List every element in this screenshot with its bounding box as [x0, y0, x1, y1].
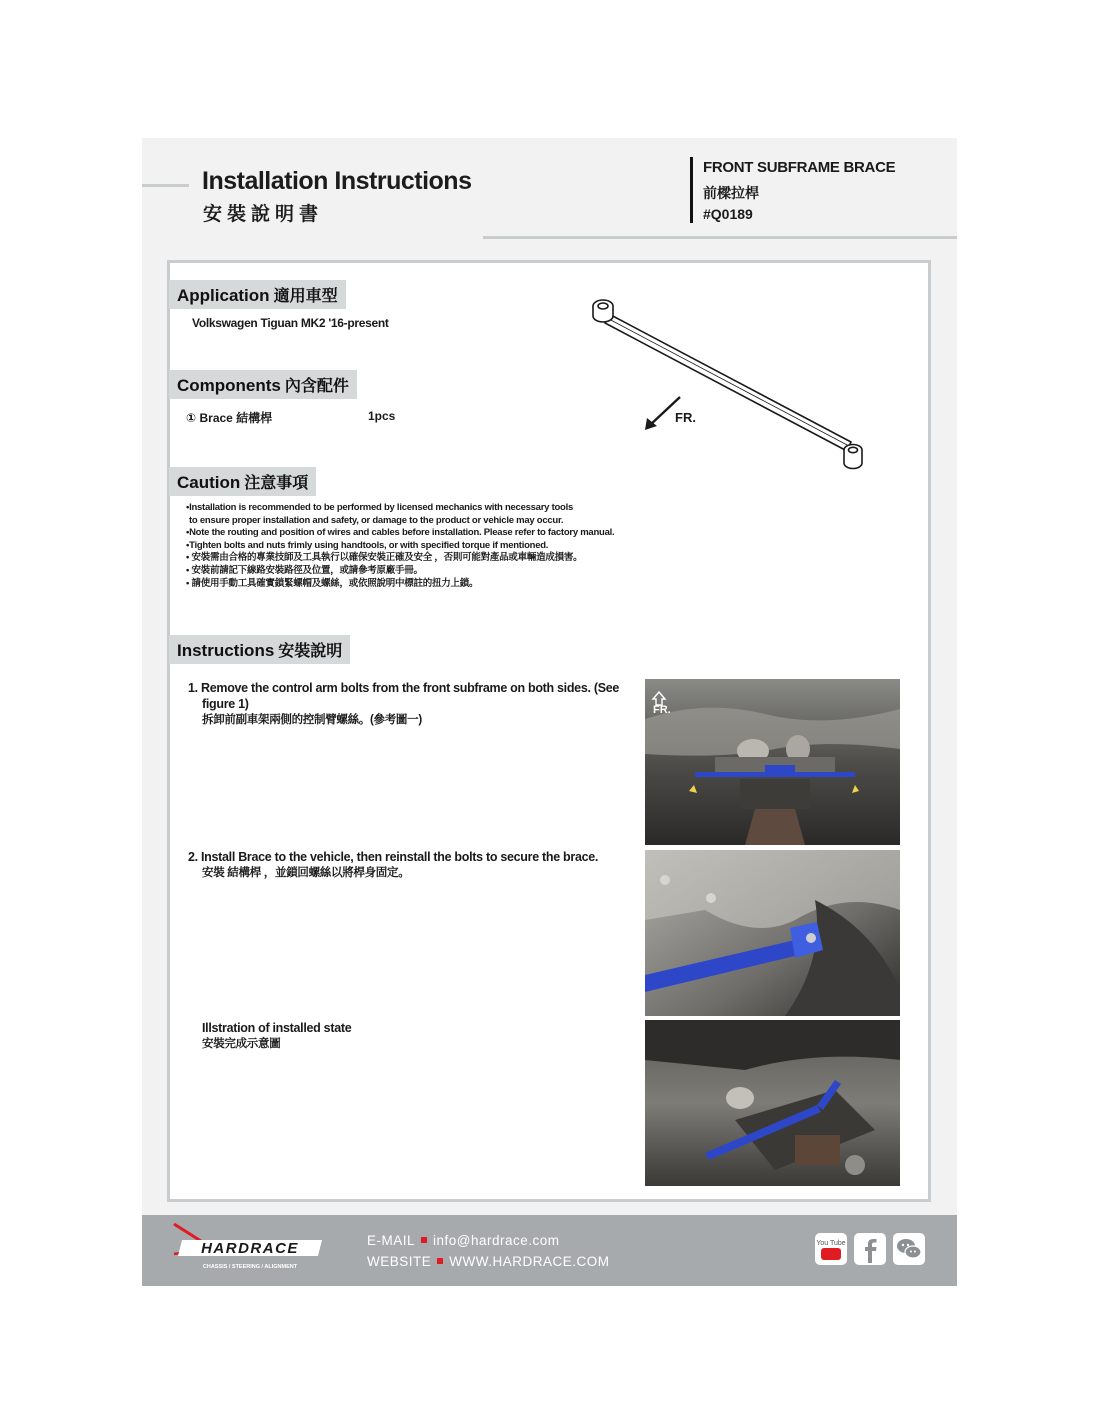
components-heading-zh: 內含配件: [284, 376, 349, 395]
installed-state-text: Illstration of installed state: [202, 1021, 352, 1035]
page-title-zh: 安裝說明書: [203, 203, 324, 225]
application-heading-en: Application: [177, 286, 270, 305]
logo-tagline: CHASSIS / STEERING / ALIGNMENT: [202, 1264, 298, 1270]
caution-list: [186, 502, 614, 590]
red-square-icon: [421, 1237, 427, 1243]
product-name-zh: 前樑拉桿: [703, 185, 759, 201]
youtube-label: You Tube: [816, 1240, 846, 1247]
email-label: E-MAIL: [367, 1233, 416, 1248]
page-title: Installation Instructions: [202, 167, 472, 195]
instructions-heading-zh: 安裝說明: [278, 641, 343, 660]
photo-fr-label: FR.: [653, 704, 671, 716]
instructions-heading: [169, 635, 350, 664]
caution-line: to ensure proper installation and safety, or damage to the product or vehicle may occur.: [189, 514, 564, 526]
email-link[interactable]: info@hardrace.com: [433, 1233, 560, 1248]
caution-line: •Note the routing and position of wires and cables before installation. Please refer to factory manual.: [186, 527, 615, 539]
footer-website: [367, 1254, 610, 1269]
footer-email: [367, 1233, 560, 1248]
components-heading: [169, 370, 357, 399]
application-heading-zh: 適用車型: [273, 286, 338, 305]
components-heading-en: Components: [177, 376, 281, 395]
caution-heading: [169, 467, 316, 496]
figure-1-photo: [645, 679, 900, 845]
website-link[interactable]: WWW.HARDRACE.COM: [449, 1254, 610, 1269]
installed-state-photo: [645, 1020, 900, 1186]
wechat-icon[interactable]: [893, 1233, 925, 1265]
instruction-step-2: [188, 849, 598, 881]
red-square-icon: [437, 1258, 443, 1264]
instruction-installed-state: [202, 1020, 351, 1052]
product-name: FRONT SUBFRAME BRACE: [703, 159, 896, 176]
logo-text: HARDRACE: [201, 1240, 299, 1257]
facebook-icon[interactable]: [854, 1233, 886, 1265]
installed-state-text-zh: 安裝完成示意圖: [202, 1038, 281, 1050]
application-heading: [169, 280, 346, 309]
front-label: FR.: [675, 410, 696, 425]
header-divider: [690, 157, 693, 223]
instruction-step-1: [188, 680, 619, 728]
figure-2-photo: [645, 850, 900, 1016]
brace-bar: [605, 314, 851, 451]
step-1-text-zh: 拆卸前副車架兩側的控制臂螺絲。(參考圖一): [202, 714, 422, 726]
step-1-text-cont: figure 1): [202, 697, 249, 711]
product-code: #Q0189: [703, 206, 753, 222]
component-name: ① Brace 結構桿: [186, 411, 273, 425]
youtube-icon[interactable]: [815, 1233, 847, 1265]
caution-heading-en: Caution: [177, 473, 241, 492]
step-2-text: 2. Install Brace to the vehicle, then reinstall the bolts to secure the brace.: [188, 850, 599, 864]
application-vehicle: Volkswagen Tiguan MK2 '16-present: [192, 316, 389, 330]
brace-diagram: [585, 290, 875, 480]
caution-line: • 請使用手動工具確實鎖緊螺帽及螺絲，或依照說明中標註的扭力上鎖。: [186, 577, 479, 589]
caution-heading-zh: 注意事項: [244, 473, 309, 492]
instructions-heading-en: Instructions: [177, 641, 275, 660]
caution-line: • 安裝前請記下線路安裝路徑及位置，或請參考原廠手冊。: [186, 564, 423, 576]
step-2-text-zh: 安裝 結構桿 ，並鎖回螺絲以將桿身固定。: [202, 867, 410, 879]
header-rule-right: [483, 236, 957, 239]
caution-line: • 安裝需由合格的專業技師及工具執行以確保安裝正確及安全 ，否則可能對產品或車輛造成損害。: [186, 552, 583, 564]
header-rule-left: [142, 184, 189, 187]
step-1-text: 1. Remove the control arm bolts from the front subframe on both sides. (See: [188, 681, 620, 695]
caution-line: •Installation is recommended to be performed by licensed mechanics with necessary tools: [186, 502, 574, 513]
hardrace-logo: [172, 1220, 332, 1272]
website-label: WEBSITE: [367, 1254, 432, 1269]
caution-line: •Tighten bolts and nuts frimly using handtools, or with specified torque if mentioned.: [186, 539, 549, 551]
component-qty: 1pcs: [368, 409, 396, 423]
